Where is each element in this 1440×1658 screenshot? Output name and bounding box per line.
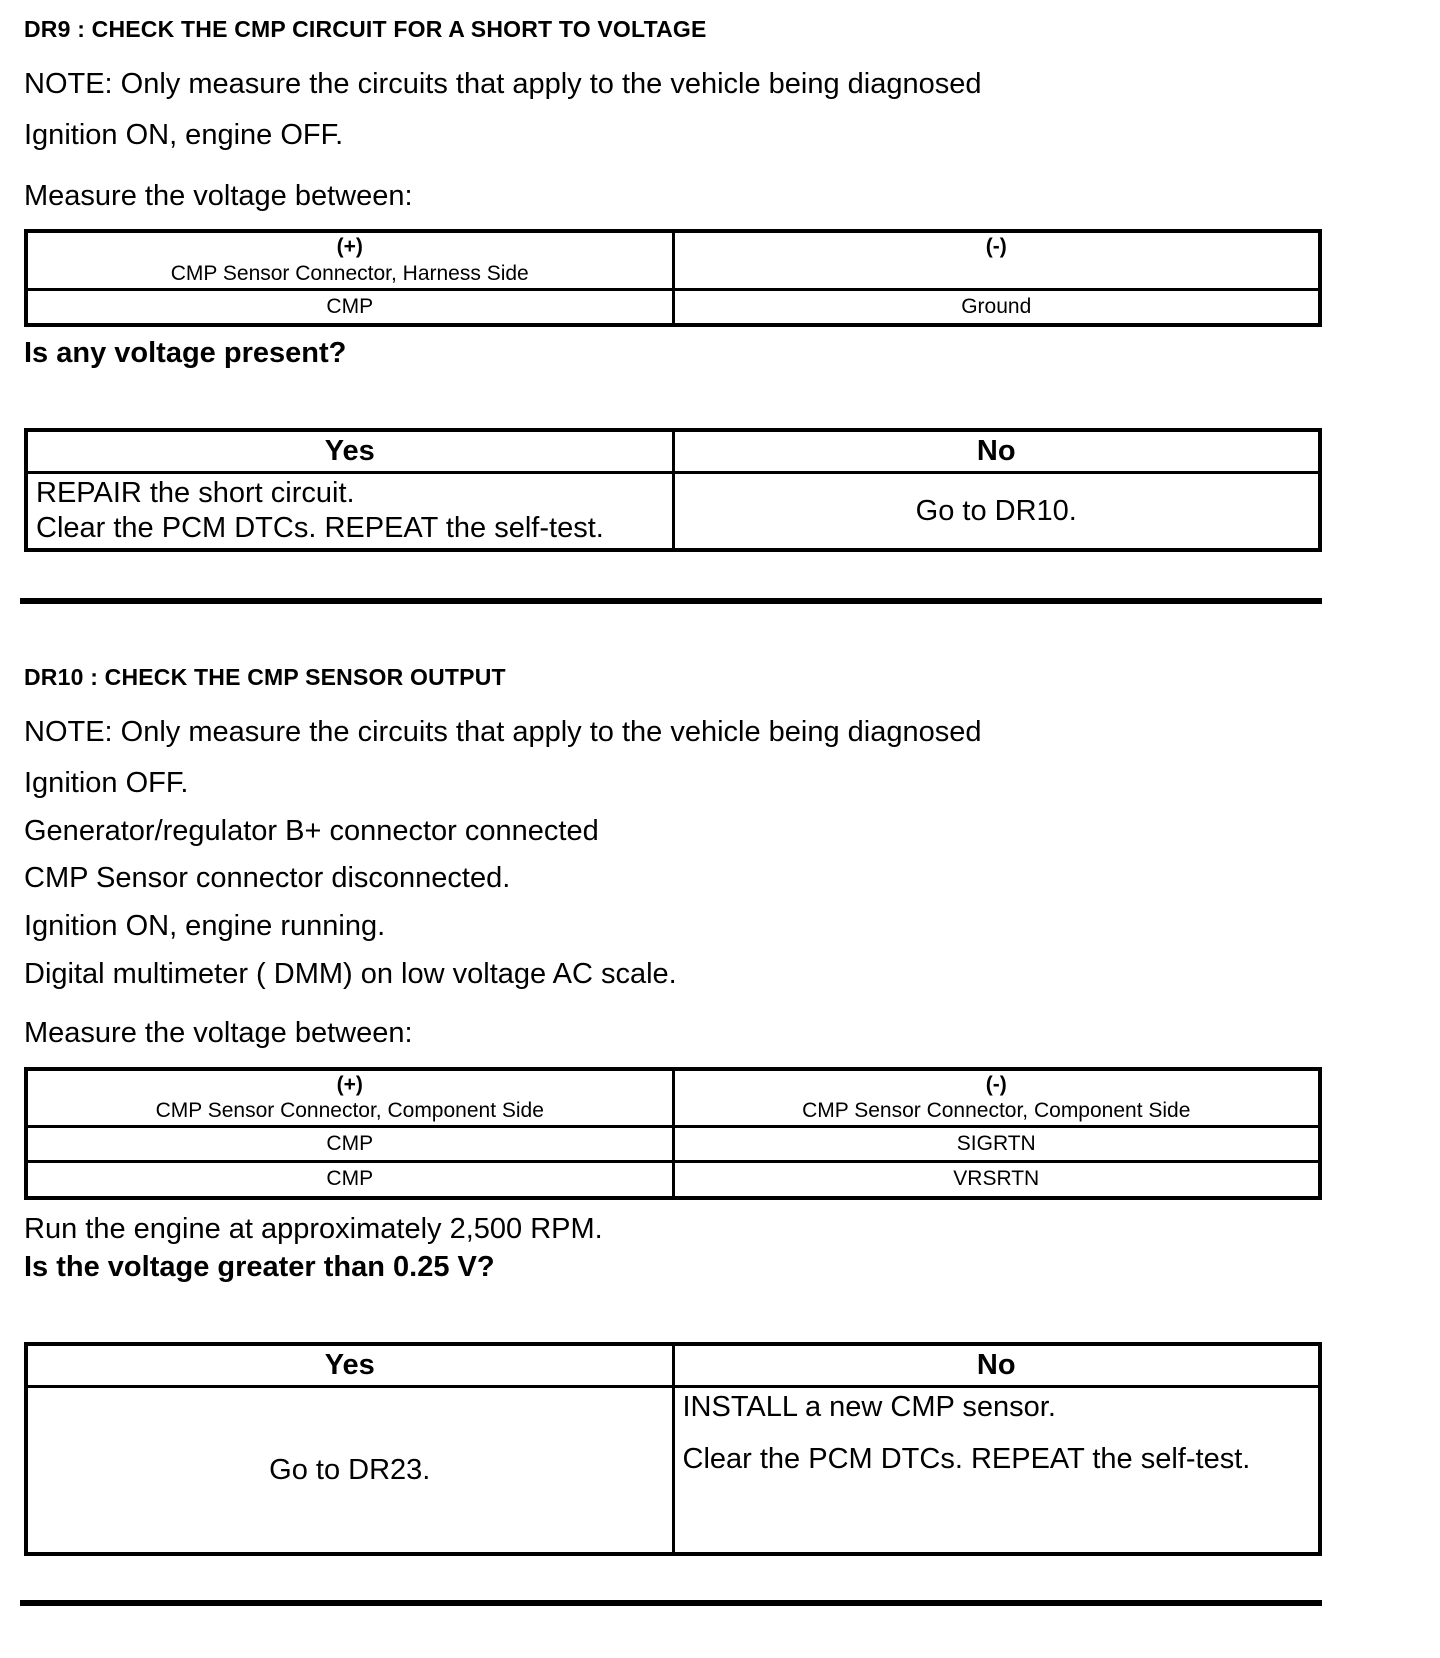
dr10-question: Is the voltage greater than 0.25 V?: [24, 1250, 495, 1283]
dr10-measurement-table: [24, 1067, 1322, 1200]
plus-sign: (+): [336, 1072, 363, 1096]
dr9-note: NOTE: Only measure the circuits that apply to the vehicle being diagnosed: [24, 68, 982, 100]
table-row: [26, 1127, 1320, 1162]
decision-header-row: [26, 1344, 1320, 1387]
no-header: No: [673, 430, 1320, 473]
dr10-heading: DR10 : CHECK THE CMP SENSOR OUTPUT: [24, 663, 506, 690]
dr10-step-cmp-disconnected: CMP Sensor connector disconnected.: [24, 862, 511, 895]
table-header-row: [26, 231, 1320, 289]
decision-header-row: [26, 430, 1320, 473]
dr9-ignition-line: Ignition ON, engine OFF.: [24, 118, 344, 151]
decision-row: [26, 1386, 1320, 1554]
dr10-run-line: Run the engine at approximately 2,500 RPM.: [24, 1212, 603, 1245]
plus-subtitle: CMP Sensor Connector, Component Side: [155, 1098, 544, 1122]
page-bottom-divider: [20, 1600, 1322, 1606]
plus-subtitle: CMP Sensor Connector, Harness Side: [170, 261, 529, 285]
cell-cmp: CMP: [26, 289, 673, 325]
dr9-measurement-table: [24, 229, 1322, 327]
minus-header-cell: [673, 1069, 1320, 1127]
cell-vrsrtn: VRSRTN: [673, 1162, 1320, 1198]
dr9-question: Is any voltage present?: [24, 337, 347, 370]
plus-header-cell: [26, 231, 673, 289]
dr9-decision-table: [24, 428, 1322, 552]
dr10-note: NOTE: Only measure the circuits that apply to the vehicle being diagnosed: [24, 715, 982, 748]
cell-sigrtn: SIGRTN: [673, 1127, 1320, 1162]
no-header: No: [673, 1344, 1320, 1387]
table-header-row: [26, 1069, 1320, 1127]
minus-header-cell: [673, 231, 1320, 289]
dr10-decision-table: [24, 1342, 1322, 1557]
yes-action-cell: [26, 473, 673, 550]
decision-row: [26, 473, 1320, 550]
yes-header: Yes: [26, 1344, 673, 1387]
minus-sign: (-): [985, 235, 1007, 259]
plus-sign: (+): [336, 235, 363, 259]
yes-action-line1: REPAIR the short circuit.: [36, 477, 355, 510]
dr9-measure-line: Measure the voltage between:: [24, 179, 413, 212]
cell-cmp: CMP: [26, 1162, 673, 1198]
section-dr9: [24, 16, 1322, 552]
cell-cmp: CMP: [26, 1127, 673, 1162]
table-row: [26, 1162, 1320, 1198]
dr10-step-ignition-off: Ignition OFF.: [24, 766, 189, 799]
dr10-measure-line: Measure the voltage between:: [24, 1016, 413, 1049]
no-action-cell: Go to DR10.: [673, 473, 1320, 550]
no-action-line1: INSTALL a new CMP sensor.: [682, 1390, 1056, 1423]
section-divider: [20, 598, 1322, 604]
cell-ground: Ground: [673, 289, 1320, 325]
dr9-heading: DR9 : CHECK THE CMP CIRCUIT FOR A SHORT TO VOLTAGE: [24, 16, 707, 42]
dr10-step-engine-running: Ignition ON, engine running.: [24, 910, 386, 943]
section-dr10: [24, 664, 1322, 1556]
yes-action-cell: Go to DR23.: [26, 1386, 673, 1554]
table-row: [26, 289, 1320, 325]
yes-action-line2: Clear the PCM DTCs. REPEAT the self-test.: [36, 512, 604, 545]
plus-header-cell: [26, 1069, 673, 1127]
no-action-cell: [673, 1386, 1320, 1554]
minus-subtitle: CMP Sensor Connector, Component Side: [802, 1098, 1191, 1122]
dr10-step-generator: Generator/regulator B+ connector connected: [24, 814, 599, 847]
yes-header: Yes: [26, 430, 673, 473]
minus-sign: (-): [985, 1072, 1007, 1096]
dr10-step-dmm: Digital multimeter ( DMM) on low voltage AC scale.: [24, 957, 677, 990]
no-action-line2: Clear the PCM DTCs. REPEAT the self-test.: [682, 1443, 1251, 1476]
